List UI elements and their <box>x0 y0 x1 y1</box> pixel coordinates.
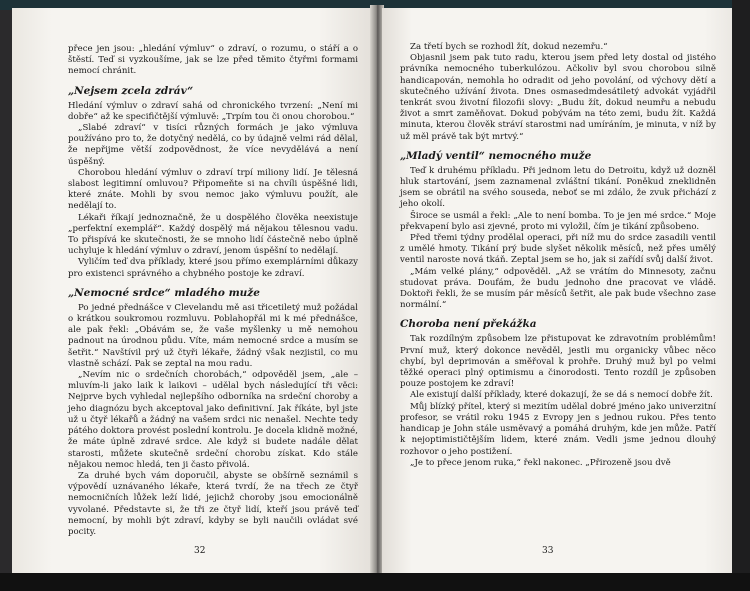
section-heading: „Nemocné srdce“ mladého muže <box>68 286 260 299</box>
right-page-text <box>400 42 716 469</box>
page-number: 32 <box>194 546 206 556</box>
paragraph: „Nevím nic o srdečních chorobách,“ odpověděl jsem, „ale – mluvím-li jako laik k laikovi – udělal bych následující tři věci: Nejprve bych vyhledal nejlepšího odborníka na srdeční choroby a jeho diagnózu bych akceptoval jako definitivní. Jak říkáte, byl jste už u čtyř lékařů a žádný na vašem srdci nic nenašel. Nechte tedy pátého doktora provést poslední kontrolu. Je docela klidně možné, že máte úplně zdravé srdce. Ale když si budete nadále dělat starosti, můžete skutečně srdeční chorobu získat. Kdo stále nějakou nemoc hledá, ten ji často přivolá. <box>68 370 358 470</box>
paragraph: Za třetí bych se rozhodl žít, dokud nezemřu.“ <box>410 42 608 52</box>
section-heading: „Nejsem zcela zdráv“ <box>68 84 194 97</box>
left-page <box>12 8 372 574</box>
page-number: 33 <box>542 546 554 556</box>
paragraph: Teď k druhému příkladu. Při jednom letu do Detroitu, když už dozněl hluk startování, jsem zaznamenal zvláštní tikání. Poněkud zneklidněn jsem se obrátil na svého souseda, neboť se mi zdálo, že zvuk přichází z jeho okolí. <box>400 165 716 210</box>
paragraph: „Mám velké plány,“ odpověděl. „Až se vrátím do Minnesoty, začnu studovat práva. Doufám, že budu jednoho dne pracovat ve vládě. Doktoři řekli, že se musím pár měsíců šetřit, ale pak bude všechno zase normální.“ <box>400 266 716 311</box>
paragraph: Tak rozdílným způsobem lze přistupovat ke zdravotním problémům! První muž, který dokonce nevěděl, jestli mu organicky vůbec něco chybí, byl deprimován a směřoval k prohře. Druhý muž byl po velmi těžké operaci plný optimismu a činorodosti. Tento rozdíl je způsoben pouze postojem ke zdraví! <box>400 334 716 390</box>
background-edge <box>732 0 750 591</box>
paragraph: „Je to přece jenom ruka,“ řekl nakonec. „Přirozeně jsou dvě <box>410 457 671 468</box>
paragraph: Před třemi týdny prodělal operaci, při níž mu do srdce zasadili ventil z umělé hmoty. Tikání prý bude slyšet několik měsíců, než přes umělý ventil naroste nová tkáň. Zeptal jsem se ho, jak si zařídí svůj další život. <box>400 233 716 266</box>
right-page <box>382 8 732 574</box>
book-bottom-shadow <box>0 573 750 591</box>
paragraph: Můj blízký přítel, který si mezitím udělal dobré jméno jako univerzitní profesor, se vrátil roku 1945 z Evropy jen s jednou rukou. Přes tento handicap je John stále usměvavý a pomáhá druhým, kde jen může. Patří k nejoptimističtějším lidem, které znám. Vedli jsme jednou dlouhý rozhovor o jeho postižení. <box>400 401 716 457</box>
paragraph: Široce se usmál a řekl: „Ale to není bomba. To je jen mé srdce.“ Moje překvapení bylo asi zjevné, proto mi vyložil, čím je tikání způsobeno. <box>400 210 716 232</box>
paragraph: Vyličím teď dva příklady, které jsou přímo exemplárními důkazy pro existenci správného a chybného postoje ke zdraví. <box>68 257 358 279</box>
paragraph: Ale existují další příklady, které dokazují, že se dá s nemocí dobře žít. <box>410 390 713 401</box>
section-heading: Choroba není překážka <box>400 318 537 331</box>
paragraph: Objasnil jsem pak tuto radu, kterou jsem před lety dostal od jistého právníka nemocného tuberkulózou. Ačkoliv byl svou chorobou silně handicapován, nemohla ho odradit od jeho povolání, od výchovy dětí a skutečného užívání života. Dnes osmasedmdesátiletý advokát vyjádřil tenkrát svou životní filozofii slovy: „Budu žít, dokud neumřu a nebudu život a smrt zaměňovat. Dokud pobývám na této zemi, budu žít. Každá minuta, kterou člověk stráví starostmi nad umíráním, je minuta, v níž by už měl právě tak být mrtvý.“ <box>400 53 716 142</box>
paragraph: „Slabé zdraví“ v tisíci různých formách je jako výmluva používáno pro to, že dotyčný nedělá, co by údajně velmi rád dělal, že nepřijme větší zodpovědnost, že více nevydělává a není úspěšný. <box>68 123 358 167</box>
paragraph: Lékaři říkají jednoznačně, že u dospělého člověka neexistuje „perfektní exemplář“. Každý dospělý má nějakou tělesnou vadu. To přispívá ke skutečnosti, že se mnoho lidí částečně nebo úplně uchyluje k hledání výmluv o zdraví, jenom úspěšní to nedělají. <box>68 212 358 257</box>
section-heading: „Mladý ventil“ nemocného muže <box>400 149 592 162</box>
paragraph: Chorobou hledání výmluv o zdraví trpí miliony lidí. Je tělesná slabost legitimní omluvou? Připomeňte si na chvíli úspěšné lidi, které znáte. Mohli by svou nemoc jako výmluvu použít, ale nedělají to. <box>68 167 358 212</box>
paragraph: Po jedné přednášce v Clevelandu mě asi třicetiletý muž požádal o krátkou soukromou rozmluvu. Poblahopřál mi k mé přednášce, ale pak řekl: „Obávám se, že vaše myšlenky u mě nemohou padnout na úrodnou půdu. Víte, mám nemocné srdce a musím se šetřit.“ Navštívil prý už čtyři lékaře, žádný však nezjistil, co mu vlastně schází. Pak se zeptal na mou radu. <box>68 302 358 369</box>
paragraph: přece jen jsou: „hledání výmluv“ o zdraví, o rozumu, o stáří a o štěstí. Teď si vyzkoušíme, jak se lze před těmito čtyřmi formami nemocí chránit. <box>68 44 358 77</box>
left-page-text <box>68 44 358 538</box>
paragraph: Hledání výmluv o zdraví sahá od chronického tvrzení: „Není mi dobře“ až ke specifičtější výmluvě: „Trpím tou či onou chorobou.“ <box>68 100 358 122</box>
paragraph: Za druhé bych vám doporučil, abyste se obšírně seznámil s výpovědí uznávaného lékaře, která tvrdí, že na třech ze čtyř nemocničních lůžek leží lidé, jejichž choroby jsou emocionálně vyvolané. Představte si, že tři ze čtyř lidí, kteří jsou právě teď nemocní, by mohli být zdraví, kdyby se byli naučili ovládat své pocity. <box>68 470 358 537</box>
